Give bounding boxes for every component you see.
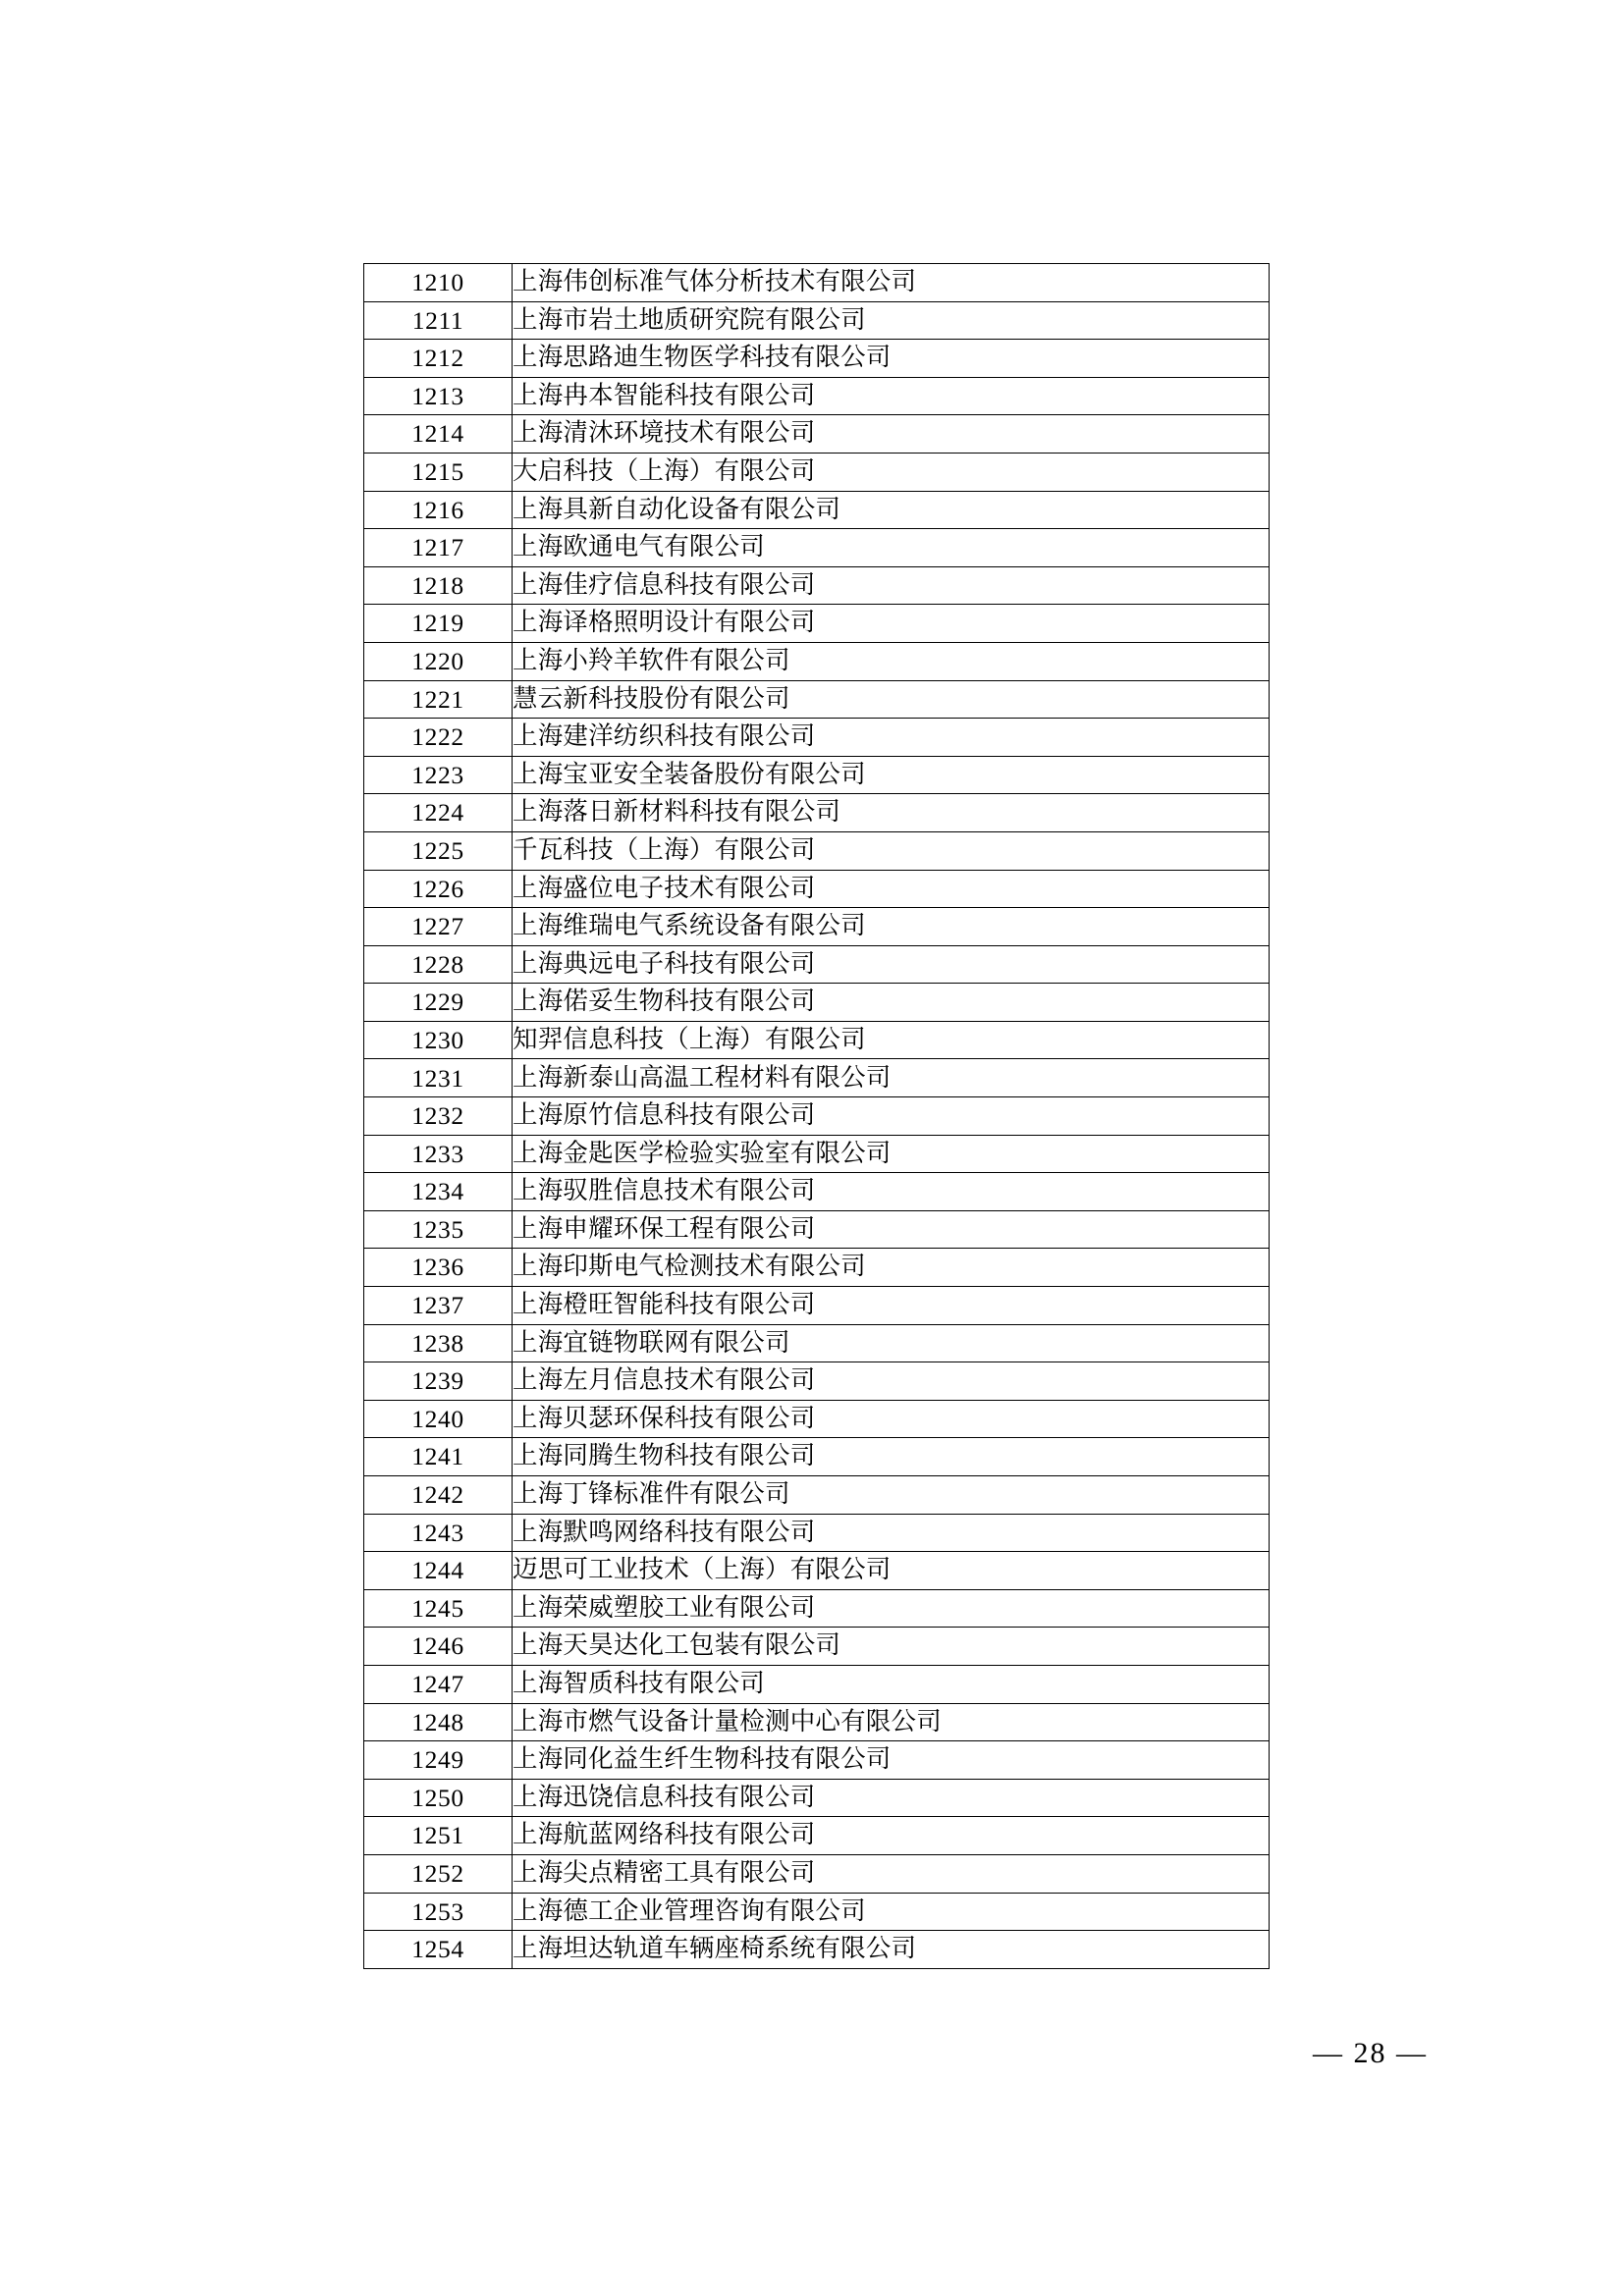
table-row <box>364 642 1270 680</box>
table-row <box>364 1703 1270 1741</box>
row-company-name: 上海冉本智能科技有限公司 <box>513 377 1270 415</box>
row-company-name: 上海驭胜信息技术有限公司 <box>513 1173 1270 1211</box>
row-company-name: 上海德工企业管理咨询有限公司 <box>513 1893 1270 1931</box>
table-row <box>364 415 1270 454</box>
row-sequence-number: 1245 <box>364 1589 513 1628</box>
company-list-table <box>363 263 1270 1969</box>
row-sequence-number: 1222 <box>364 719 513 757</box>
row-company-name: 上海落日新材料科技有限公司 <box>513 794 1270 832</box>
row-company-name: 上海宜链物联网有限公司 <box>513 1324 1270 1362</box>
table-row <box>364 377 1270 415</box>
row-company-name: 上海思路迪生物医学科技有限公司 <box>513 340 1270 378</box>
table-row <box>364 1249 1270 1287</box>
table-row <box>364 794 1270 832</box>
row-company-name: 上海译格照明设计有限公司 <box>513 605 1270 643</box>
table-row <box>364 491 1270 529</box>
row-sequence-number: 1238 <box>364 1324 513 1362</box>
row-company-name: 上海新泰山高温工程材料有限公司 <box>513 1059 1270 1097</box>
table-row <box>364 1287 1270 1325</box>
row-sequence-number: 1254 <box>364 1931 513 1969</box>
row-company-name: 上海同化益生纤生物科技有限公司 <box>513 1741 1270 1780</box>
table-row <box>364 453 1270 491</box>
row-sequence-number: 1228 <box>364 945 513 984</box>
row-sequence-number: 1210 <box>364 264 513 302</box>
row-company-name: 上海清沐环境技术有限公司 <box>513 415 1270 454</box>
table-row <box>364 1741 1270 1780</box>
row-company-name: 上海贝瑟环保科技有限公司 <box>513 1400 1270 1438</box>
table-row <box>364 340 1270 378</box>
table-row <box>364 566 1270 605</box>
table-row <box>364 1817 1270 1855</box>
table-row <box>364 1210 1270 1249</box>
row-company-name: 大启科技（上海）有限公司 <box>513 453 1270 491</box>
row-sequence-number: 1236 <box>364 1249 513 1287</box>
row-sequence-number: 1249 <box>364 1741 513 1780</box>
table-row <box>364 1135 1270 1173</box>
table-row <box>364 1476 1270 1515</box>
table-row <box>364 264 1270 302</box>
row-sequence-number: 1214 <box>364 415 513 454</box>
row-company-name: 上海坦达轨道车辆座椅系统有限公司 <box>513 1931 1270 1969</box>
row-company-name: 上海丁锋标准件有限公司 <box>513 1476 1270 1515</box>
row-sequence-number: 1246 <box>364 1628 513 1666</box>
row-sequence-number: 1234 <box>364 1173 513 1211</box>
row-company-name: 上海市燃气设备计量检测中心有限公司 <box>513 1703 1270 1741</box>
row-sequence-number: 1251 <box>364 1817 513 1855</box>
row-sequence-number: 1232 <box>364 1097 513 1136</box>
company-list-table-container <box>363 263 1267 1969</box>
table-row <box>364 1854 1270 1893</box>
row-company-name: 上海具新自动化设备有限公司 <box>513 491 1270 529</box>
row-sequence-number: 1247 <box>364 1665 513 1703</box>
row-company-name: 上海建洋纺织科技有限公司 <box>513 719 1270 757</box>
row-company-name: 上海天昊达化工包装有限公司 <box>513 1628 1270 1666</box>
table-row <box>364 870 1270 908</box>
table-row <box>364 680 1270 719</box>
table-row <box>364 301 1270 340</box>
table-row <box>364 1779 1270 1817</box>
table-row <box>364 1362 1270 1401</box>
company-list-table-body <box>364 264 1270 1969</box>
row-company-name: 上海智质科技有限公司 <box>513 1665 1270 1703</box>
row-sequence-number: 1250 <box>364 1779 513 1817</box>
row-sequence-number: 1213 <box>364 377 513 415</box>
row-sequence-number: 1230 <box>364 1021 513 1059</box>
row-sequence-number: 1248 <box>364 1703 513 1741</box>
row-company-name: 上海宝亚安全装备股份有限公司 <box>513 756 1270 794</box>
row-sequence-number: 1224 <box>364 794 513 832</box>
table-row <box>364 1628 1270 1666</box>
row-company-name: 知羿信息科技（上海）有限公司 <box>513 1021 1270 1059</box>
row-sequence-number: 1226 <box>364 870 513 908</box>
table-row <box>364 1324 1270 1362</box>
row-company-name: 上海同腾生物科技有限公司 <box>513 1438 1270 1476</box>
row-company-name: 上海迅饶信息科技有限公司 <box>513 1779 1270 1817</box>
row-company-name: 上海市岩土地质研究院有限公司 <box>513 301 1270 340</box>
table-row <box>364 1059 1270 1097</box>
row-sequence-number: 1242 <box>364 1476 513 1515</box>
row-company-name: 上海默鸣网络科技有限公司 <box>513 1514 1270 1552</box>
row-company-name: 上海橙旺智能科技有限公司 <box>513 1287 1270 1325</box>
table-row <box>364 605 1270 643</box>
row-company-name: 上海航蓝网络科技有限公司 <box>513 1817 1270 1855</box>
row-company-name: 上海典远电子科技有限公司 <box>513 945 1270 984</box>
row-sequence-number: 1211 <box>364 301 513 340</box>
row-sequence-number: 1227 <box>364 908 513 946</box>
row-company-name: 迈思可工业技术（上海）有限公司 <box>513 1552 1270 1590</box>
row-sequence-number: 1218 <box>364 566 513 605</box>
row-sequence-number: 1217 <box>364 529 513 567</box>
table-row <box>364 945 1270 984</box>
row-sequence-number: 1235 <box>364 1210 513 1249</box>
table-row <box>364 1021 1270 1059</box>
row-sequence-number: 1253 <box>364 1893 513 1931</box>
table-row <box>364 908 1270 946</box>
row-company-name: 上海偌妥生物科技有限公司 <box>513 984 1270 1022</box>
row-sequence-number: 1239 <box>364 1362 513 1401</box>
row-sequence-number: 1237 <box>364 1287 513 1325</box>
table-row <box>364 719 1270 757</box>
row-sequence-number: 1225 <box>364 831 513 870</box>
table-row <box>364 984 1270 1022</box>
row-sequence-number: 1215 <box>364 453 513 491</box>
row-sequence-number: 1229 <box>364 984 513 1022</box>
row-company-name: 上海左月信息技术有限公司 <box>513 1362 1270 1401</box>
table-row <box>364 756 1270 794</box>
row-company-name: 上海盛位电子技术有限公司 <box>513 870 1270 908</box>
row-sequence-number: 1212 <box>364 340 513 378</box>
table-row <box>364 1931 1270 1969</box>
table-row <box>364 529 1270 567</box>
table-row <box>364 1552 1270 1590</box>
row-sequence-number: 1216 <box>364 491 513 529</box>
row-company-name: 慧云新科技股份有限公司 <box>513 680 1270 719</box>
table-row <box>364 1400 1270 1438</box>
row-company-name: 上海申耀环保工程有限公司 <box>513 1210 1270 1249</box>
table-row <box>364 1893 1270 1931</box>
row-sequence-number: 1243 <box>364 1514 513 1552</box>
row-sequence-number: 1231 <box>364 1059 513 1097</box>
row-company-name: 上海欧通电气有限公司 <box>513 529 1270 567</box>
row-company-name: 上海荣威塑胶工业有限公司 <box>513 1589 1270 1628</box>
row-sequence-number: 1220 <box>364 642 513 680</box>
row-sequence-number: 1221 <box>364 680 513 719</box>
row-company-name: 上海小羚羊软件有限公司 <box>513 642 1270 680</box>
table-row <box>364 831 1270 870</box>
row-sequence-number: 1219 <box>364 605 513 643</box>
row-company-name: 上海尖点精密工具有限公司 <box>513 1854 1270 1893</box>
row-company-name: 上海维瑞电气系统设备有限公司 <box>513 908 1270 946</box>
row-sequence-number: 1233 <box>364 1135 513 1173</box>
row-sequence-number: 1241 <box>364 1438 513 1476</box>
table-row <box>364 1665 1270 1703</box>
row-sequence-number: 1223 <box>364 756 513 794</box>
row-sequence-number: 1252 <box>364 1854 513 1893</box>
row-company-name: 千瓦科技（上海）有限公司 <box>513 831 1270 870</box>
row-company-name: 上海金匙医学检验实验室有限公司 <box>513 1135 1270 1173</box>
row-company-name: 上海伟创标准气体分析技术有限公司 <box>513 264 1270 302</box>
row-sequence-number: 1240 <box>364 1400 513 1438</box>
table-row <box>364 1514 1270 1552</box>
table-row <box>364 1589 1270 1628</box>
table-row <box>364 1173 1270 1211</box>
row-company-name: 上海原竹信息科技有限公司 <box>513 1097 1270 1136</box>
row-company-name: 上海佳疗信息科技有限公司 <box>513 566 1270 605</box>
row-sequence-number: 1244 <box>364 1552 513 1590</box>
page-number: — 28 — <box>1313 2037 1428 2069</box>
row-company-name: 上海印斯电气检测技术有限公司 <box>513 1249 1270 1287</box>
table-row <box>364 1438 1270 1476</box>
table-row <box>364 1097 1270 1136</box>
